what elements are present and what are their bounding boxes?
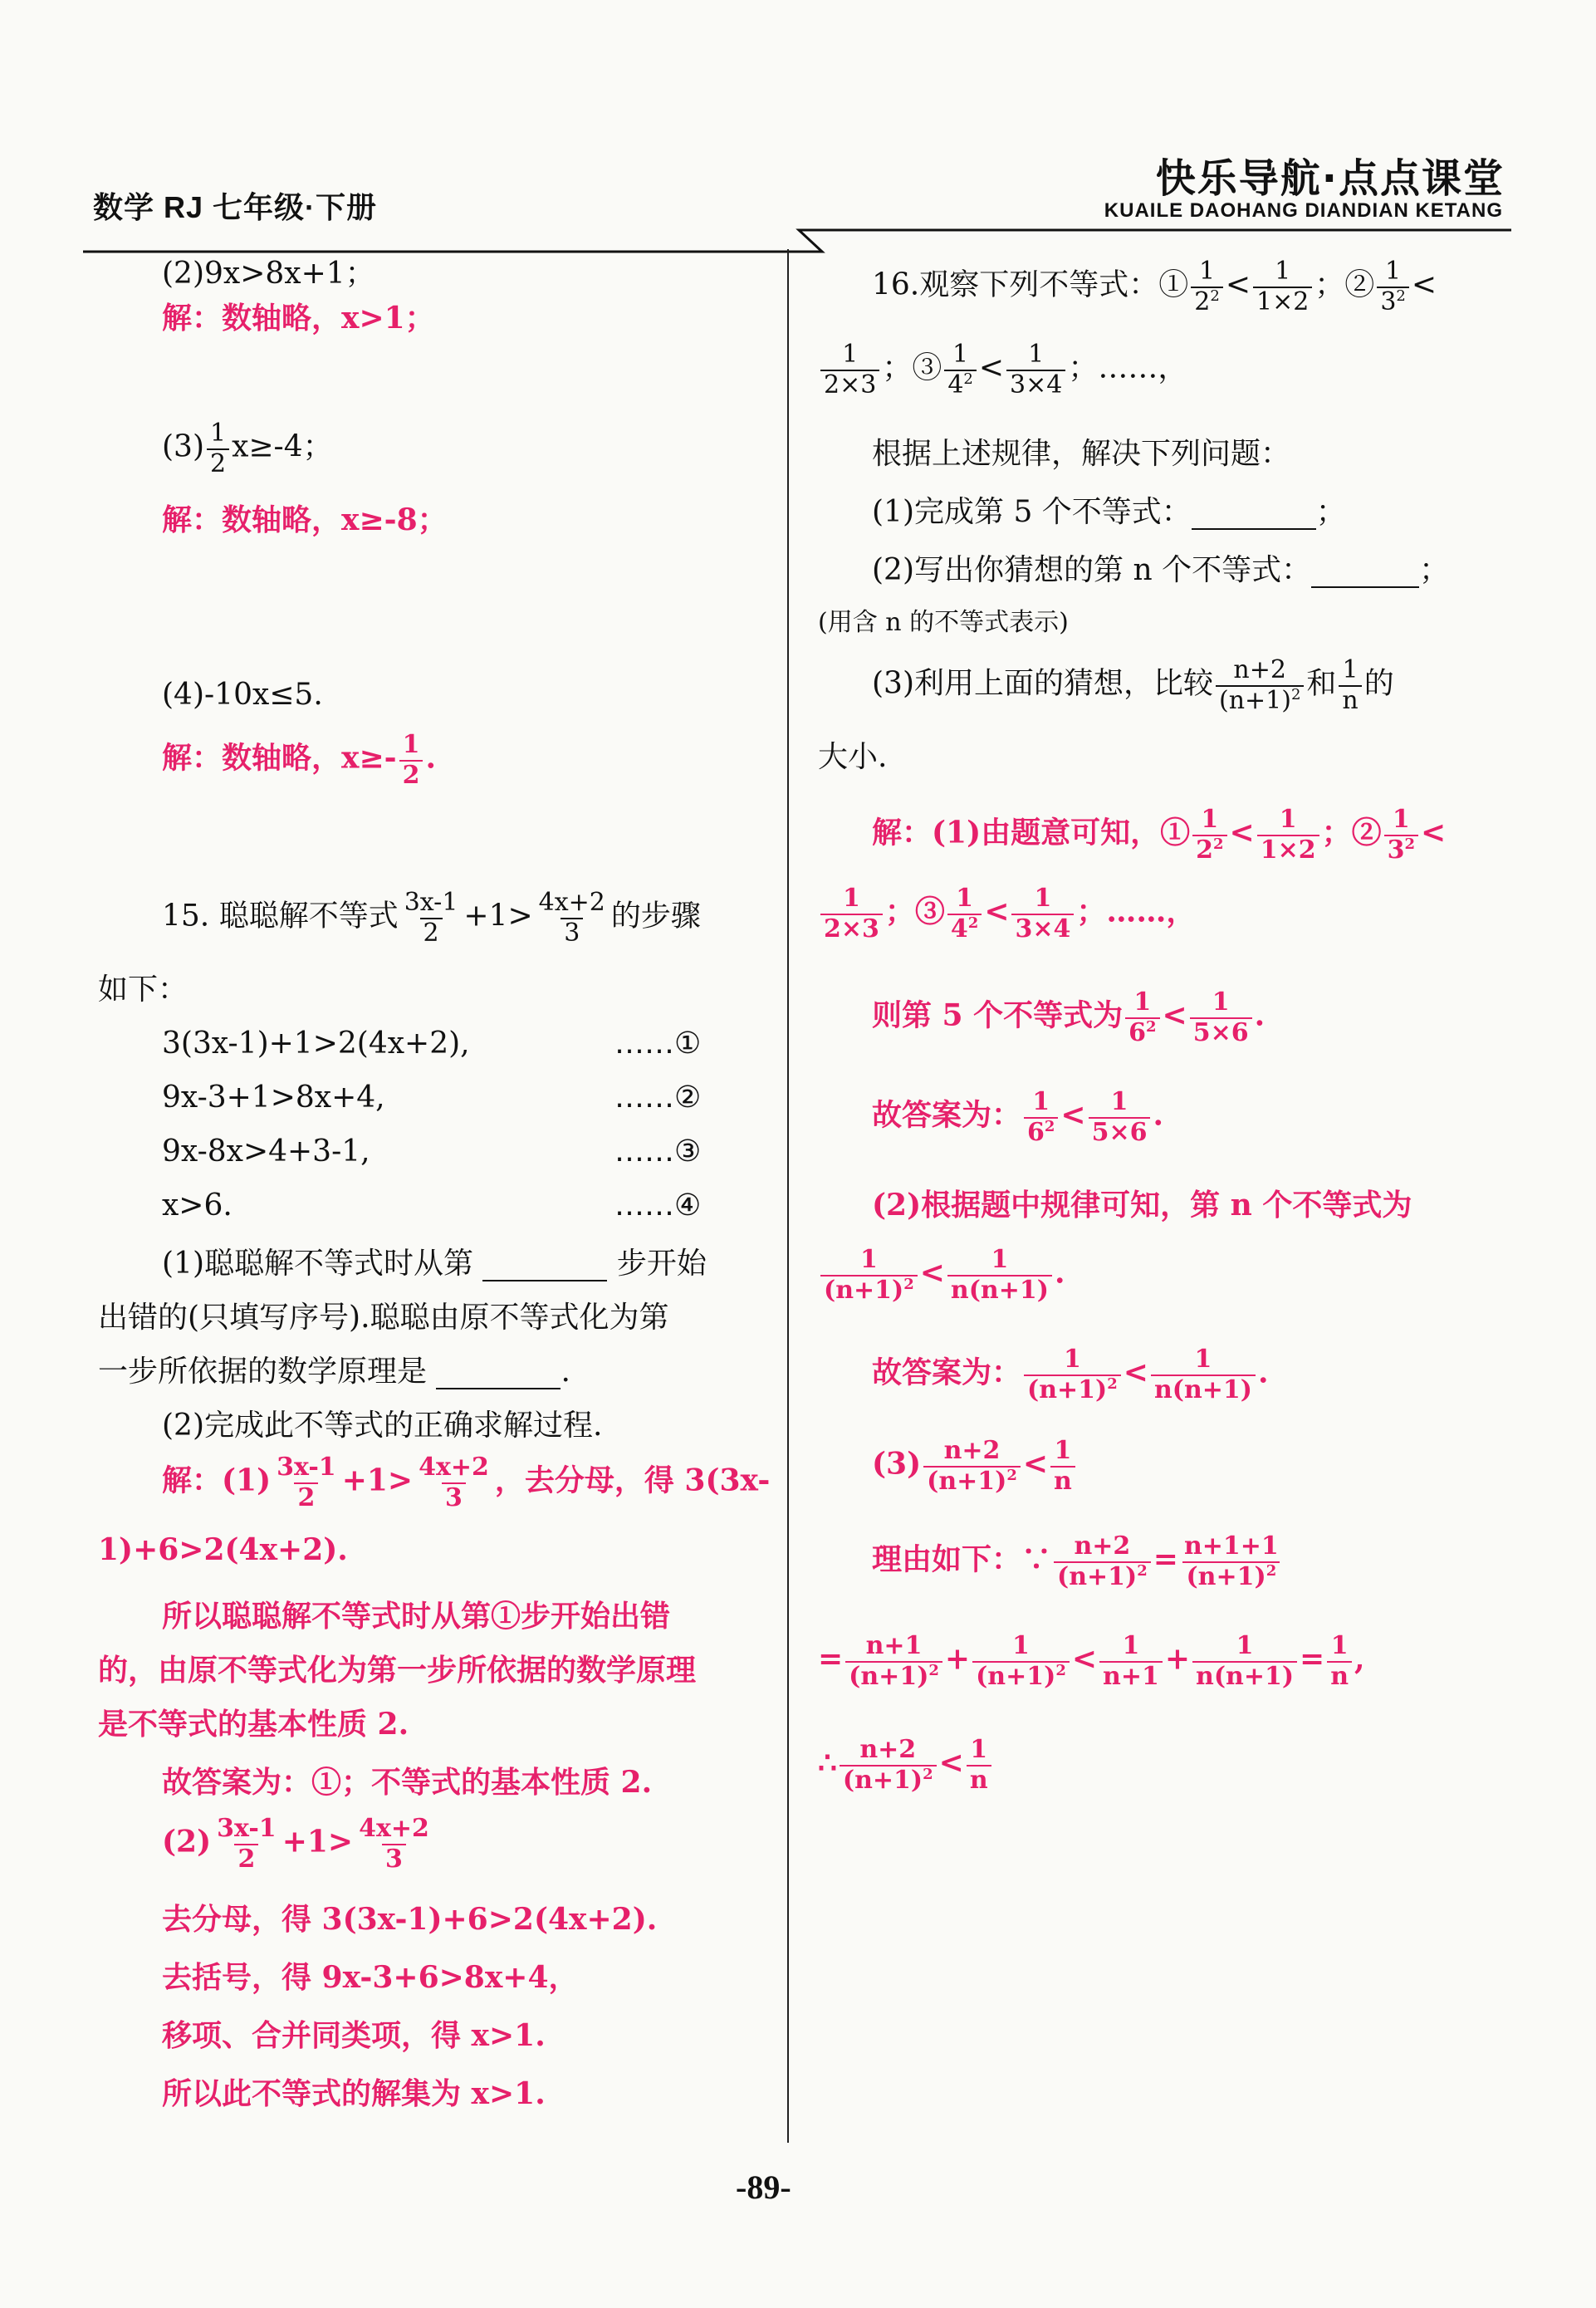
page-number: -89- [736,2168,791,2206]
step-1: 3(3x-1)+1>2(4x+2), [162,1027,470,1061]
brand-title: 快乐导航·点点课堂 [1155,155,1505,202]
solution-16-1: 解：(1)由题意可知，① $\frac{1}{2^2}$ < $\frac{1}{1\times 2}$ ；② $\frac{1}{3^2}$ < [872,805,1447,865]
step-1-tag: ……① [614,1027,702,1061]
answer-16-2: 故答案为： $\frac{1}{(n+1)^2}$ < $\frac{1}{n(n+1)}$ . [872,1345,1269,1404]
question-16-3-line2: 大小. [818,740,888,774]
question-14-2: (2)9x>8x+1； [162,257,375,291]
reason-line-2: = $\frac{n+1}{(n+1)^2}$ + $\frac{1}{(n+1)^2}$ < $\frac{1}{n+1}$ + $\frac{1}{n(n+1)}$ = $\frac{1}{n}$ , [818,1631,1365,1691]
solution-line: 故答案为：①；不等式的基本性质 2. [162,1765,653,1800]
question-15-1-line2: 出错的(只填写序号).聪聪由原不等式化为第 [98,1301,669,1335]
solution-line: 的，由原不等式化为第一步所依据的数学原理 [98,1653,697,1688]
column-divider [787,249,789,2143]
question-14-3: (3) $\frac{1}{2}$ x≥-4； [162,419,333,478]
question-14-4: (4)-10x≤5. [162,678,323,712]
solution-line: 是不等式的基本性质 2. [98,1707,409,1742]
step-3-tag: ……③ [614,1134,702,1169]
answer-blank[interactable] [1192,500,1316,530]
answer-blank[interactable] [1311,558,1419,588]
solution-line: 1)+6>2(4x+2). [98,1532,348,1567]
step-3: 9x-8x>4+3-1, [162,1134,370,1169]
step-4-tag: ……④ [614,1188,702,1223]
book-title: 数学 RJ 七年级·下册 [93,190,378,224]
question-15-1: (1)聪聪解不等式时从第 步开始 [162,1247,707,1281]
fifth-inequality: 则第 5 个不等式为 $\frac{1}{6^2}$ < $\frac{1}{5\times 6}$ . [872,987,1266,1047]
solution-16-1-line2: $\frac{1}{2\times 3}$ ；③ $\frac{1}{4^2}$ < $\frac{1}{3\times 4}$ ；……， [818,884,1196,943]
solution-line: 去括号，得 9x-3+6>8x+4， [162,1960,579,1995]
header-rule [83,228,1511,253]
reason-line: 理由如下：∵ $\frac{n+2}{(n+1)^2}$ = $\frac{n+1+1}{(n+1)^2}$ [872,1531,1279,1591]
step-4: x>6. [162,1188,233,1223]
solution-line: 去分母，得 3(3x-1)+6>2(4x+2). [162,1902,658,1937]
step-2-tag: ……② [614,1080,702,1115]
question-16-3: (3)利用上面的猜想，比较 $\frac{n+2}{(n+1)^2}$ 和 $\frac{1}{n}$ 的 [872,655,1394,715]
question-16-1: (1)完成第 5 个不等式： ； [872,495,1346,529]
solution-line: 所以聪聪解不等式时从第①步开始出错 [162,1599,671,1634]
answer-14-4: 解：数轴略，x≥- $\frac{1}{2}$ . [162,730,436,790]
solution-16-3: (3) $\frac{n+2}{(n+1)^2}$ < $\frac{1}{n}$ [872,1437,1078,1496]
solution-15-1: 解：(1) $\frac{3x-1}{2}$ +1> $\frac{4x+2}{3}$ ，去分母，得 3(3x- [162,1453,771,1512]
solution-line: 所以此不等式的解集为 x>1. [162,2076,546,2111]
rule-text: 根据上述规律，解决下列问题： [872,437,1291,471]
question-15-line2: 如下： [98,973,188,1007]
hint-text: (用含 n 的不等式表示) [818,608,1069,637]
answer-blank[interactable] [436,1360,561,1389]
question-15-2: (2)完成此不等式的正确求解过程. [162,1409,603,1443]
question-16-2: (2)写出你猜想的第 n 个不等式： ； [872,553,1450,587]
step-2: 9x-3+1>8x+4, [162,1080,385,1115]
answer-14-2: 解：数轴略，x>1； [162,301,435,336]
question-15: 15. 聪聪解不等式 $\frac{3x-1}{2}$ +1> $\frac{4x+2}{3}$ 的步骤 [162,888,701,948]
answer-14-3: 解：数轴略，x≥-8； [162,502,448,537]
nth-inequality: $\frac{1}{(n+1)^2}$ < $\frac{1}{n(n+1)}$ . [818,1246,1065,1305]
answer-blank[interactable] [482,1252,607,1281]
answer-16-1: 故答案为： $\frac{1}{6^2}$ < $\frac{1}{5\times 6}$ . [872,1087,1164,1147]
conclusion-line: ∴ $\frac{n+2}{(n+1)^2}$ < $\frac{1}{n}$ [818,1736,994,1795]
question-16-line2: $\frac{1}{2\times 3}$ ；③ $\frac{1}{4^2}$ < $\frac{1}{3\times 4}$ ；……， [818,341,1187,399]
brand-subtitle: KUAILE DAOHANG DIANDIAN KETANG [1104,199,1503,222]
question-16: 16.观察下列不等式：① $\frac{1}{2^2}$ < $\frac{1}{1\times 2}$ ；② $\frac{1}{3^2}$ < [872,257,1437,316]
solution-line: 移项、合并同类项，得 x>1. [162,2018,546,2053]
solution-16-2: (2)根据题中规律可知，第 n 个不等式为 [872,1188,1412,1223]
question-15-1-line3: 一步所依据的数学原理是 . [98,1355,570,1389]
solution-15-2: (2) $\frac{3x-1}{2}$ +1> $\frac{4x+2}{3}$ [162,1814,429,1874]
